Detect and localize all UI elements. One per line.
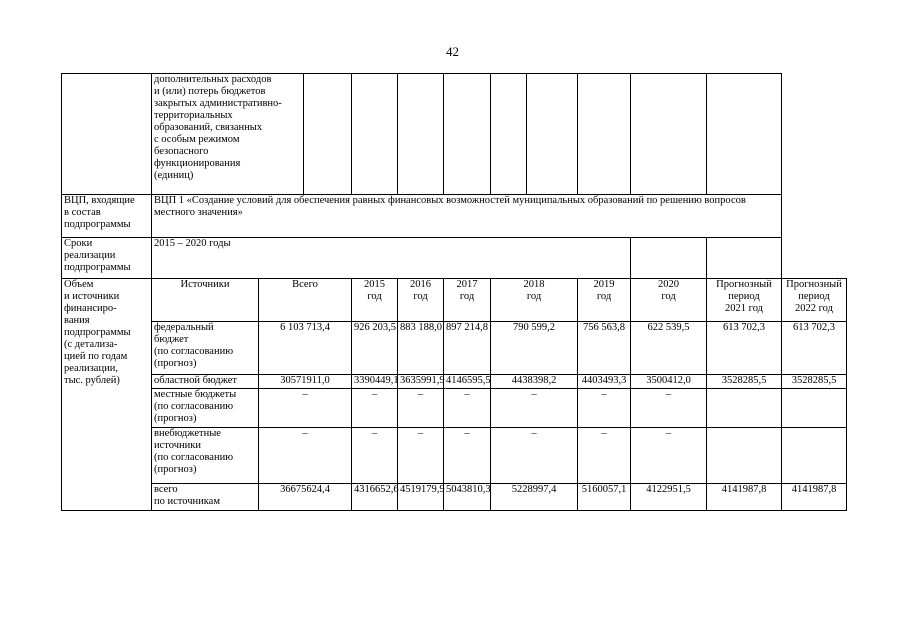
header-2017: 2017 год (444, 279, 491, 322)
source-extrabudgetary: внебюджетные источники (по согласованию (прогноз) (152, 428, 259, 484)
terms-row (62, 238, 847, 279)
financing-label: Объем и источники финансиро- вания подпрограммы (с детализа- цией по годам реализации, тыс. рублей) (62, 279, 152, 511)
header-2020: 2020 год (631, 279, 707, 322)
vcp-row (62, 195, 847, 238)
header-total: Всего (259, 279, 352, 322)
terms-label: Сроки реализации подпрограммы (62, 238, 152, 279)
header-2019: 2019 год (578, 279, 631, 322)
vcp-label: ВЦП, входящие в состав подпрограммы (62, 195, 152, 238)
header-2015: 2015 год (352, 279, 398, 322)
header-2021: Прогнозный период 2021 год (707, 279, 782, 322)
source-local: местные бюджеты (по согласованию (прогноз) (152, 389, 259, 428)
empty-label-cell (62, 74, 152, 195)
header-2016: 2016 год (398, 279, 444, 322)
continuation-row (62, 74, 847, 195)
financing-row-total: всего по источникам 36675624,4 4316652,6 4519179,9 5043810,3 5228997,4 5160057,1 4122951,5 4141987,8 4141987,8 (62, 484, 847, 511)
financing-row-federal: федеральный бюджет (по согласованию (прогноз) 6 103 713,4 926 203,5 883 188,0 897 214,8 790 599,2 756 563,8 622 539,5 613 702,3 613 702,3 (62, 322, 847, 375)
header-2022: Прогнозный период 2022 год (782, 279, 847, 322)
financing-row-extrabudgetary: внебюджетные источники (по согласованию (прогноз) – – – – – – – (62, 428, 847, 484)
financing-header-row (62, 279, 847, 322)
vcp-value: ВЦП 1 «Создание условий для обеспечения равных финансовых возможностей муниципальных образований по решению вопросов местного значения» (152, 195, 782, 238)
terms-value: 2015 – 2020 годы (152, 238, 631, 279)
header-2018: 2018 год (491, 279, 578, 322)
source-total: всего по источникам (152, 484, 259, 511)
program-passport-table (61, 73, 847, 511)
source-regional: областной бюджет (152, 375, 259, 389)
financing-row-regional: областной бюджет 30571911,0 3390449,1 3635991,9 4146595,5 4438398,2 4403493,3 3500412,0 3528285,5 3528285,5 (62, 375, 847, 389)
page-number: 42 (446, 44, 459, 59)
financing-row-local: местные бюджеты (по согласованию (прогноз) – – – – – – – (62, 389, 847, 428)
header-sources: Источники (152, 279, 259, 322)
source-federal: федеральный бюджет (по согласованию (прогноз) (152, 322, 259, 375)
indicator-continuation-text: дополнительных расходов и (или) потерь бюджетов закрытых административно- территориальных образований, связанных с особым режимом безопасного функционирования (единиц) (152, 74, 304, 195)
